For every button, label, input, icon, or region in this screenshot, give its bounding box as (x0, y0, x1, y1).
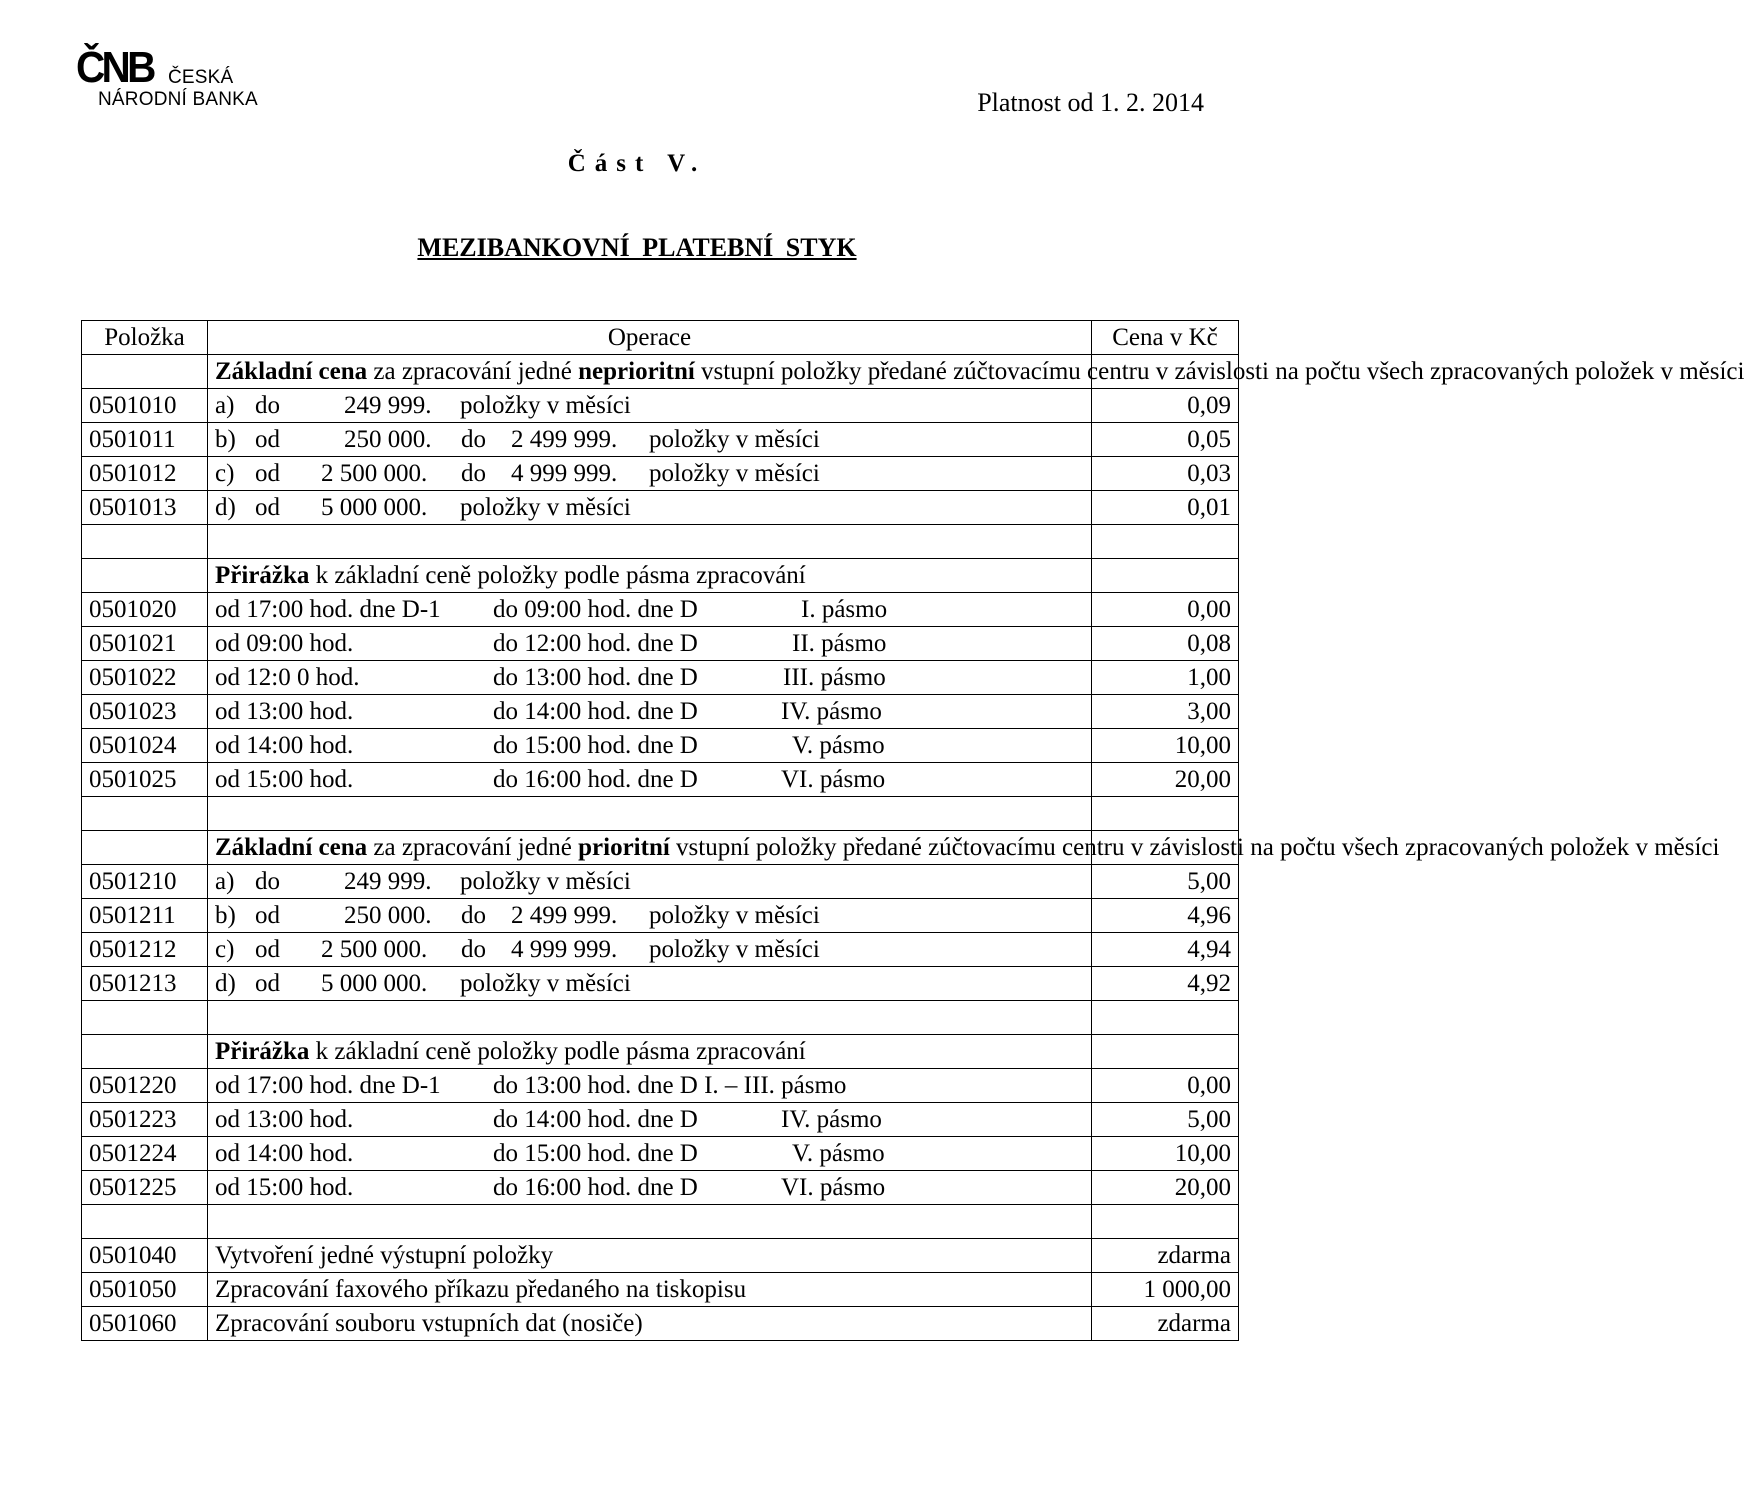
price: 1,00 (1092, 661, 1239, 695)
price: 4,96 (1092, 899, 1239, 933)
item-code: 0501020 (82, 593, 208, 627)
operation-part: 2 500 000. (321, 460, 428, 487)
item-code: 0501012 (82, 457, 208, 491)
table-row (82, 423, 1239, 457)
operation-part: do 15:00 hod. dne D (493, 1140, 698, 1167)
operation-part: 2 499 999. (511, 902, 618, 929)
operation-part: 250 000. (344, 902, 432, 929)
operation-part: V. pásmo (792, 1140, 885, 1167)
item-code: 0501013 (82, 491, 208, 525)
cnb-logo (76, 40, 276, 112)
operation-part: 4 999 999. (511, 460, 618, 487)
operation (208, 763, 1092, 797)
operation-part: do 16:00 hod. dne D (493, 1174, 698, 1201)
operation (208, 1171, 1092, 1205)
price: 20,00 (1092, 763, 1239, 797)
price: 0,00 (1092, 1069, 1239, 1103)
cnb-logo-mark: ČNB (76, 43, 153, 92)
price: 20,00 (1092, 1171, 1239, 1205)
operation-part: V. pásmo (792, 732, 885, 759)
price: 4,92 (1092, 967, 1239, 1001)
item-code: 0501211 (82, 899, 208, 933)
operation (208, 899, 1092, 933)
operation (208, 661, 1092, 695)
operation-part: a) (215, 392, 235, 419)
spacer-row (82, 797, 1239, 831)
price: 10,00 (1092, 1137, 1239, 1171)
table-row (82, 695, 1239, 729)
operation-part: III. pásmo (783, 664, 886, 691)
item-code: 0501225 (82, 1171, 208, 1205)
header-item: Položka (82, 321, 208, 355)
price: 4,94 (1092, 933, 1239, 967)
operation-part: do (255, 868, 280, 895)
operation-part: b) (215, 902, 236, 929)
part-heading: Část V. (567, 150, 707, 177)
operation-part: do (255, 392, 280, 419)
operation (208, 457, 1092, 491)
operation-part: I. pásmo (801, 596, 888, 623)
operation-part: od 13:00 hod. (215, 698, 354, 725)
table-row (82, 865, 1239, 899)
price: zdarma (1092, 1307, 1239, 1341)
header-operation: Operace (208, 321, 1092, 355)
table-row (82, 1307, 1239, 1341)
operation-part: VI. pásmo (781, 1174, 886, 1201)
fee-table (81, 320, 1744, 1341)
item-code: 0501210 (82, 865, 208, 899)
operation-part: do 14:00 hod. dne D (493, 698, 698, 725)
operation-part: od 15:00 hod. (215, 1174, 354, 1201)
price: 0,00 (1092, 593, 1239, 627)
table-row (82, 729, 1239, 763)
table-row (82, 1137, 1239, 1171)
operation-part: položky v měsíci (649, 902, 820, 929)
operation-part: IV. pásmo (781, 1106, 882, 1133)
section-description-row (82, 559, 1239, 593)
operation-part: VI. pásmo (781, 766, 886, 793)
table-row (82, 1239, 1239, 1273)
operation (208, 865, 1092, 899)
operation-part: od 14:00 hod. (215, 1140, 354, 1167)
price: 0,09 (1092, 389, 1239, 423)
operation (208, 967, 1092, 1001)
item-code: 0501021 (82, 627, 208, 661)
operation-part: položky v měsíci (460, 494, 631, 521)
operation-part: do 12:00 hod. dne D (493, 630, 698, 657)
table-row (82, 1069, 1239, 1103)
item-code: 0501223 (82, 1103, 208, 1137)
operation-part: položky v měsíci (460, 392, 631, 419)
operation-part: od 13:00 hod. (215, 1106, 354, 1133)
operation-part: od (255, 460, 280, 487)
item-code: 0501025 (82, 763, 208, 797)
table-header-row (82, 321, 1239, 355)
operation-part: 250 000. (344, 426, 432, 453)
section-description: Základní cena za zpracování jedné prioritní vstupní položky předané zúčtovacímu centru v závislosti na počtu všech zpracovaných položek v měsíci (208, 831, 1092, 865)
cnb-logo-line2: NÁRODNÍ BANKA (98, 89, 258, 110)
operation-part: položky v měsíci (460, 868, 631, 895)
price: 3,00 (1092, 695, 1239, 729)
section-description-row (82, 355, 1239, 389)
operation (208, 933, 1092, 967)
operation-part: do 09:00 hod. dne D (493, 596, 698, 623)
header-price: Cena v Kč (1092, 321, 1239, 355)
item-code: 0501050 (82, 1273, 208, 1307)
table-row (82, 1273, 1239, 1307)
operation (208, 491, 1092, 525)
item-code: 0501022 (82, 661, 208, 695)
operation-part: od 15:00 hod. (215, 766, 354, 793)
operation-part: od 17:00 hod. dne D-1 (215, 1072, 441, 1099)
operation-part: od 12:0 0 hod. (215, 664, 360, 691)
operation-part: 5 000 000. (321, 970, 428, 997)
operation-part: d) (215, 494, 236, 521)
table-row (82, 763, 1239, 797)
document-title: MEZIBANKOVNÍ PLATEBNÍ STYK (417, 233, 857, 262)
table-row (82, 1171, 1239, 1205)
operation-part: 2 500 000. (321, 936, 428, 963)
operation-part: do (461, 460, 486, 487)
table-row (82, 389, 1239, 423)
item-code: 0501010 (82, 389, 208, 423)
operation-part: od (255, 426, 280, 453)
price: 0,03 (1092, 457, 1239, 491)
operation-part: položky v měsíci (649, 460, 820, 487)
table-row (82, 933, 1239, 967)
item-code: 0501060 (82, 1307, 208, 1341)
operation-part: od (255, 494, 280, 521)
table-row (82, 1103, 1239, 1137)
operation: Zpracování souboru vstupních dat (nosiče) (208, 1307, 1092, 1341)
item-code: 0501023 (82, 695, 208, 729)
operation-part: do (461, 936, 486, 963)
operation-part: 5 000 000. (321, 494, 428, 521)
section-description-row (82, 831, 1239, 865)
operation-part: do 13:00 hod. dne D I. – III. pásmo (493, 1072, 847, 1099)
section-description: Základní cena za zpracování jedné neprioritní vstupní položky předané zúčtovacímu centru v závislosti na počtu všech zpracovaných položek v měsíci (208, 355, 1092, 389)
spacer-row (82, 1205, 1239, 1239)
operation-part: položky v měsíci (649, 426, 820, 453)
operation-part: 2 499 999. (511, 426, 618, 453)
price: 0,01 (1092, 491, 1239, 525)
section-description: Přirážka k základní ceně položky podle pásma zpracování (208, 559, 1092, 593)
item-code: 0501011 (82, 423, 208, 457)
operation (208, 423, 1092, 457)
table-row (82, 899, 1239, 933)
table-row (82, 661, 1239, 695)
price: 5,00 (1092, 865, 1239, 899)
operation-part: položky v měsíci (649, 936, 820, 963)
section-description: Přirážka k základní ceně položky podle pásma zpracování (208, 1035, 1092, 1069)
cnb-logo-line1: ČESKÁ (168, 67, 234, 88)
operation-part: od 14:00 hod. (215, 732, 354, 759)
price: 5,00 (1092, 1103, 1239, 1137)
item-code: 0501213 (82, 967, 208, 1001)
operation-part: II. pásmo (792, 630, 887, 657)
operation-part: od 09:00 hod. (215, 630, 354, 657)
operation-part: do 13:00 hod. dne D (493, 664, 698, 691)
operation-part: do 16:00 hod. dne D (493, 766, 698, 793)
price: zdarma (1092, 1239, 1239, 1273)
operation (208, 695, 1092, 729)
operation (208, 389, 1092, 423)
operation-part: do 15:00 hod. dne D (493, 732, 698, 759)
price: 1 000,00 (1092, 1273, 1239, 1307)
spacer-row (82, 525, 1239, 559)
operation-part: c) (215, 460, 235, 487)
table-row (82, 457, 1239, 491)
operation (208, 1137, 1092, 1171)
item-code: 0501024 (82, 729, 208, 763)
operation-part: do (461, 426, 486, 453)
table-row (82, 593, 1239, 627)
table-row (82, 627, 1239, 661)
operation (208, 729, 1092, 763)
operation (208, 627, 1092, 661)
item-code: 0501220 (82, 1069, 208, 1103)
table-row (82, 491, 1239, 525)
operation-part: IV. pásmo (781, 698, 882, 725)
validity-date: Platnost od 1. 2. 2014 (977, 88, 1204, 117)
operation (208, 593, 1092, 627)
operation-part: a) (215, 868, 235, 895)
operation-part: do (461, 902, 486, 929)
operation-part: b) (215, 426, 236, 453)
operation-part: od (255, 902, 280, 929)
spacer-row (82, 1001, 1239, 1035)
operation-part: 249 999. (344, 868, 432, 895)
operation: Vytvoření jedné výstupní položky (208, 1239, 1092, 1273)
price: 10,00 (1092, 729, 1239, 763)
operation-part: od (255, 936, 280, 963)
item-code: 0501212 (82, 933, 208, 967)
operation-part: od (255, 970, 280, 997)
operation-part: d) (215, 970, 236, 997)
item-code: 0501040 (82, 1239, 208, 1273)
operation-part: c) (215, 936, 235, 963)
item-code: 0501224 (82, 1137, 208, 1171)
operation-part: do 14:00 hod. dne D (493, 1106, 698, 1133)
operation-part: od 17:00 hod. dne D-1 (215, 596, 441, 623)
table-row (82, 967, 1239, 1001)
operation (208, 1103, 1092, 1137)
operation (208, 1069, 1092, 1103)
section-description-row (82, 1035, 1239, 1069)
operation: Zpracování faxového příkazu předaného na tiskopisu (208, 1273, 1092, 1307)
operation-part: 249 999. (344, 392, 432, 419)
operation-part: položky v měsíci (460, 970, 631, 997)
price: 0,08 (1092, 627, 1239, 661)
operation-part: 4 999 999. (511, 936, 618, 963)
price: 0,05 (1092, 423, 1239, 457)
